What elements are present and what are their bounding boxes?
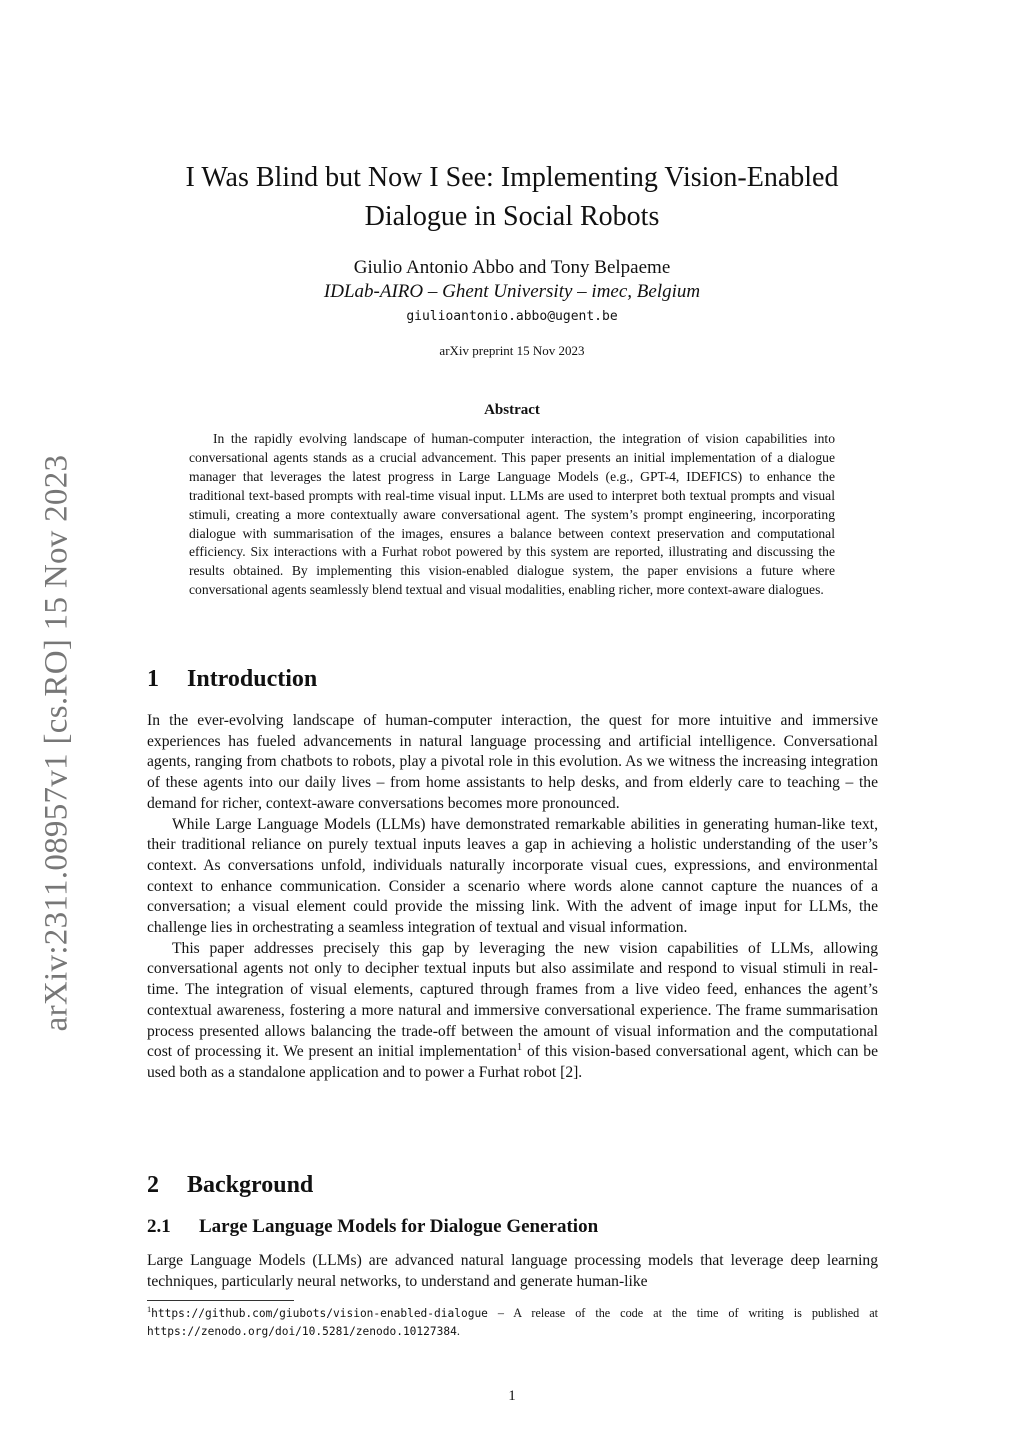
author-email[interactable]: giulioantonio.abbo@ugent.be bbox=[406, 309, 618, 324]
arxiv-side-identifier: arXiv:2311.08957v1 [cs.RO] 15 Nov 2023 bbox=[38, 454, 75, 1032]
footnote-zenodo-link[interactable]: https://zenodo.org/doi/10.5281/zenodo.10127384 bbox=[147, 1324, 457, 1338]
author-block bbox=[150, 256, 874, 360]
section-background-heading bbox=[147, 1172, 313, 1199]
abstract-text: In the rapidly evolving landscape of human-computer interaction, the integration of vision capabilities into conversational agents stands as a crucial advancement. This paper presents an initial implementation of a dialogue manager that leverages the latest progress in Large Language Models (e.g., GPT-4, IDEFICS) to enhance the traditional text-based prompts with real-time visual input. LLMs are used to interpret both textual prompts and visual stimuli, creating a more contextually aware conversational agent. The system’s prompt engineering, incorporating dialogue with summarisation of the images, ensures a balance between context preservation and computational efficiency. Six interactions with a Furhat robot powered by this system are reported, illustrating and discussing the results obtained. By implementing this vision-enabled dialogue system, the paper envisions a future where conversational agents seamlessly blend textual and visual modalities, enabling richer, more context-aware dialogues. bbox=[189, 431, 835, 598]
abstract-heading: Abstract bbox=[484, 402, 540, 418]
intro-paragraph-1: In the ever-evolving landscape of human-computer interaction, the quest for more intuitive and immersive experiences has fueled advancements in natural language processing and artificial intelligence. Conversational agents, ranging from chatbots to robots, play a pivotal role in this evolution. As we witness the increasing integration of these agents into our daily lives – from home assistants to help desks, and from elderly care to teaching – the demand for richer, context-aware conversations becomes more pronounced. bbox=[147, 712, 878, 812]
section-number: 1 bbox=[147, 666, 159, 692]
intro-paragraph-3-text-end: of this vision-based conversational agent, which can be used both as a standalone application and to power a Furhat robot [2]. bbox=[147, 1043, 878, 1081]
intro-paragraph-2: While Large Language Models (LLMs) have demonstrated remarkable abilities in generating human-like text, their traditional reliance on purely textual inputs leaves a gap in achieving a holistic understanding of the user’s context. As conversations unfold, individuals naturally incorporate visual cues, expressions, and environmental context to enhance communication. Consider a scenario where words alone cannot capture the nuances of a conversation; a visual element could provide the missing link. With the advent of image input for LLMs, the challenge lies in orchestrating a seamless integration of textual and visual information. bbox=[147, 815, 878, 937]
subsection-llm-heading bbox=[147, 1216, 598, 1238]
background-paragraph-1: Large Language Models (LLMs) are advanced natural language processing models that leverage deep learning techniques, particularly neural networks, to understand and generate human-like bbox=[147, 1252, 878, 1290]
intro-paragraph-3 bbox=[147, 939, 878, 1084]
subsection-title: Large Language Models for Dialogue Generation bbox=[199, 1216, 599, 1237]
background-body bbox=[147, 1251, 878, 1292]
footnote bbox=[147, 1305, 878, 1340]
footnote-marker[interactable]: 1 bbox=[516, 1042, 523, 1054]
footnote-end: . bbox=[456, 1323, 460, 1338]
page-number: 1 bbox=[508, 1388, 516, 1404]
intro-paragraph-3-text: This paper addresses precisely this gap by leveraging the new vision capabilities of LLMs, allowing conversational agents not only to decipher textual inputs but also assimilate and respond to visual stimuli in real-time. The integration of visual elements, captured through frames from a live video feed, enhances the agent’s contextual awareness, fostering a more natural and immersive conversational experience. The frame summarisation process presented allows balancing the trade-off between the amount of visual information and the computational cost of processing it. We present an initial implementation bbox=[147, 939, 878, 1061]
author-names: Giulio Antonio Abbo and Tony Belpaeme bbox=[353, 257, 671, 278]
footnote-divider bbox=[147, 1300, 294, 1301]
footnote-text: – A release of the code at the time of writing is published at bbox=[487, 1306, 878, 1320]
paper-title: I Was Blind but Now I See: Implementing Vision-Enabled Dialogue in Social Robots bbox=[185, 162, 839, 232]
section-title: Background bbox=[187, 1172, 314, 1198]
footnote-number: 1 bbox=[147, 1304, 152, 1314]
subsection-number: 2.1 bbox=[147, 1216, 171, 1237]
section-title: Introduction bbox=[187, 666, 318, 692]
footnote-github-link[interactable]: https://github.com/giubots/vision-enabled-dialogue bbox=[151, 1307, 488, 1320]
section-introduction-heading bbox=[147, 666, 317, 693]
preprint-date: arXiv preprint 15 Nov 2023 bbox=[439, 343, 585, 358]
introduction-body bbox=[147, 711, 878, 1084]
section-number: 2 bbox=[147, 1172, 159, 1198]
author-affiliation: IDLab-AIRO – Ghent University – imec, Belgium bbox=[323, 281, 701, 302]
